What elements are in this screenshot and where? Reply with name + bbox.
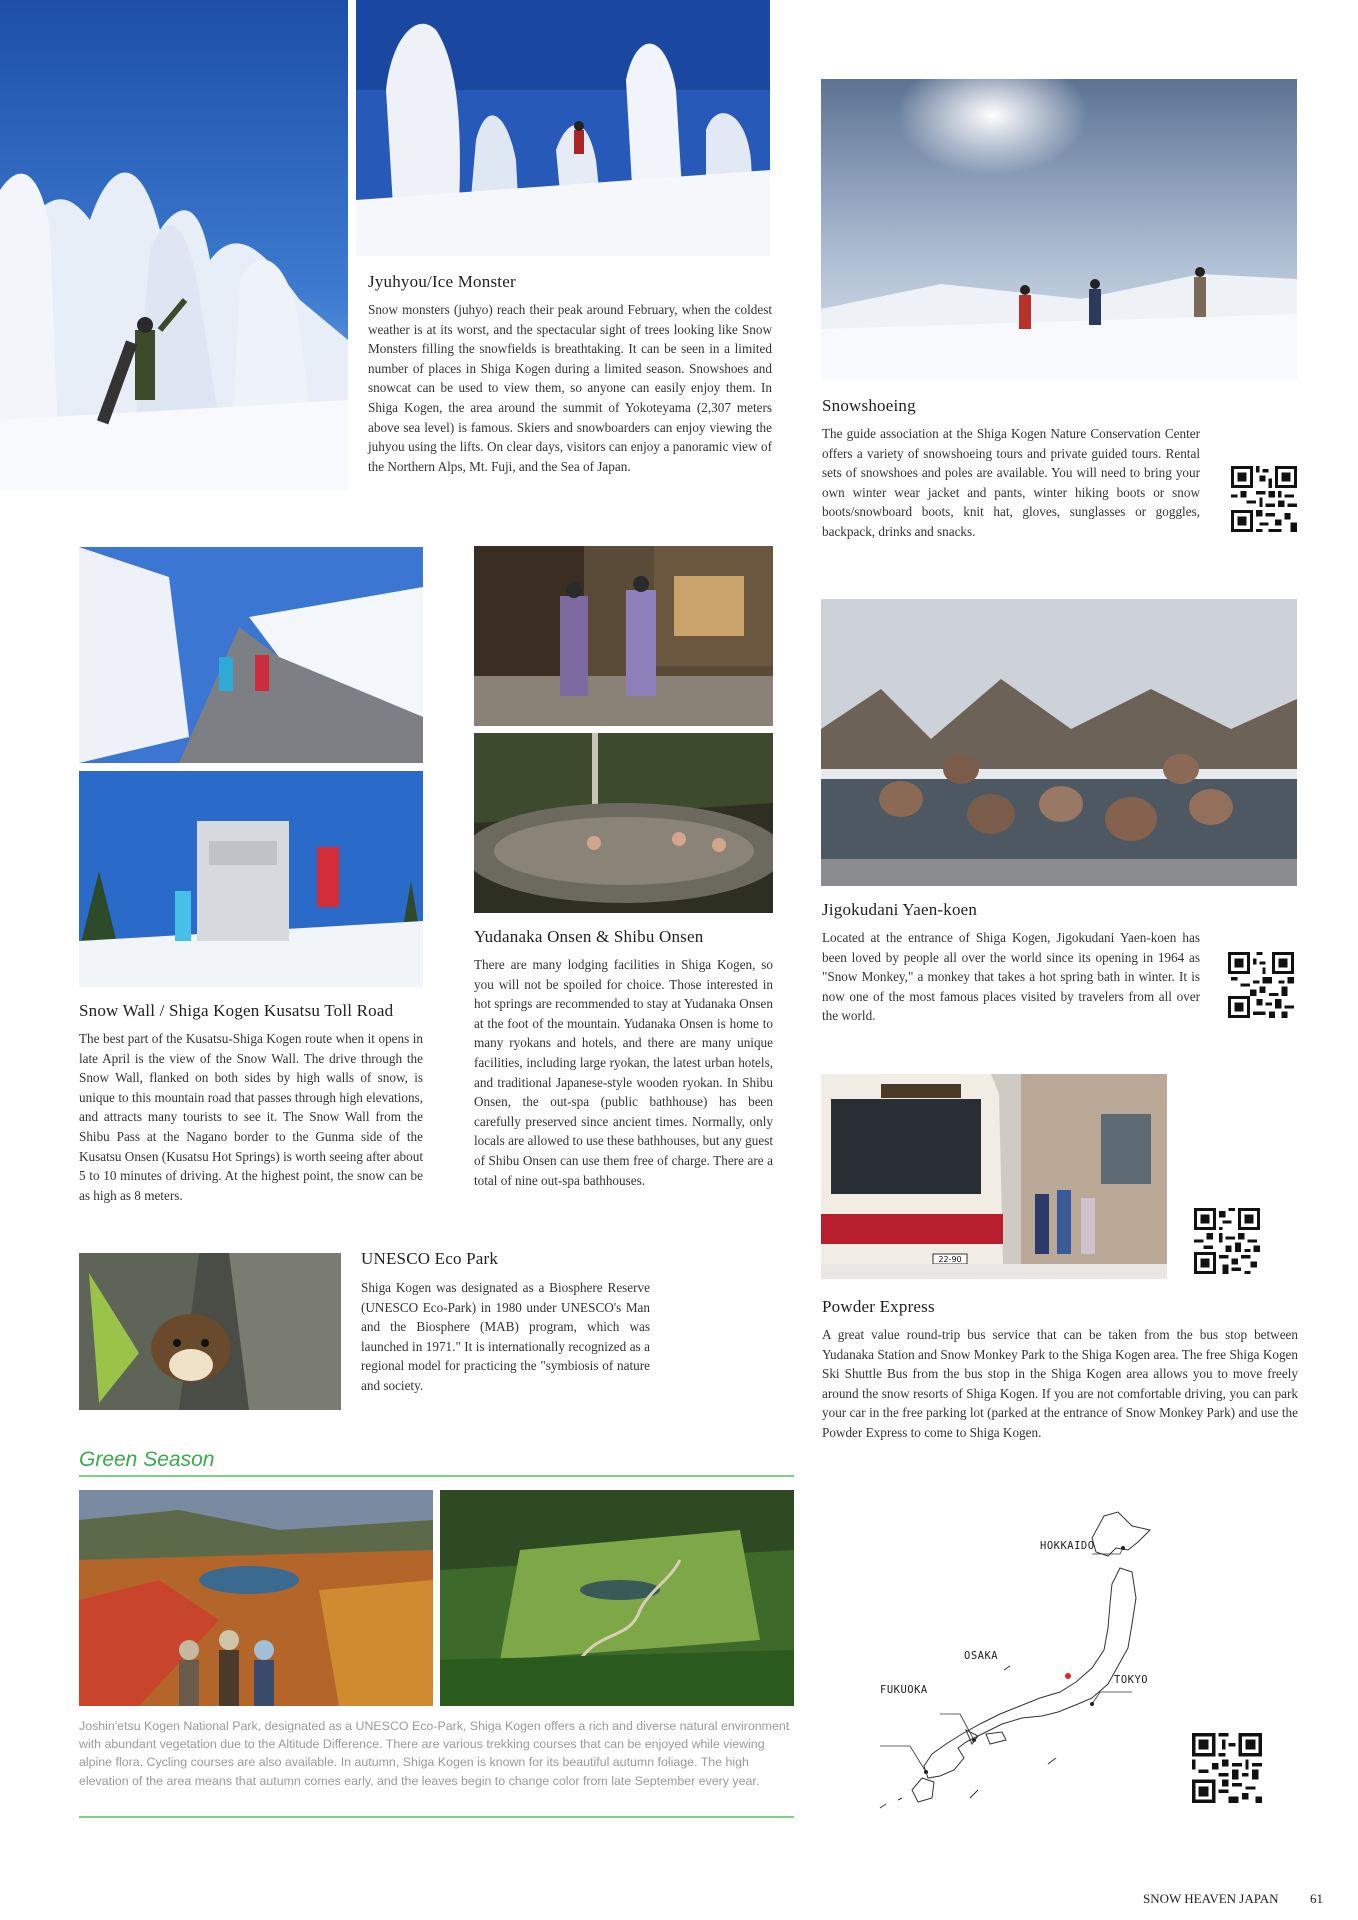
photo-green-wetland (440, 1490, 794, 1706)
yudanaka-title: Yudanaka Onsen & Shibu Onsen (474, 927, 704, 946)
fukuoka-leader-line (880, 1746, 926, 1772)
green-season-body: Joshin'etsu Kogen National Park, designated as a UNESCO Eco-Park, Shiga Kogen offers a rich and diverse natural environment with abundant vegetation due to the Altitude Difference. There are various trekking courses that can be enjoyed while viewing alpine flora. Cycling courses are also available. In autumn, Shiga Kogen is known for its beautiful autumn foliage. The high elevation of the area means that autumn comes early, and the leaves begin to change color from late September every year. (79, 1719, 790, 1788)
powder-express-body: A great value round-trip bus service that can be taken from the bus stop between Yudanaka Station and Snow Monkey Park to the Shiga Kogen area. The free Shiga Kogen Ski Shuttle Bus from the bus stop in the Shiga Kogen area allows you to move freely around the snow resorts of Shiga Kogen. If you are not comfortable driving, you can park your car in the free parking lot (parked at the entrance of Snow Monkey Park) and use the Powder Express to come to Shiga Kogen. (822, 1327, 1298, 1440)
jigokudani-title: Jigokudani Yaen-koen (822, 900, 978, 919)
photo-snow-monsters-snowboarder (0, 0, 348, 490)
qr-code-jigokudani[interactable] (1228, 952, 1294, 1018)
tokyo-leader-line (1092, 1692, 1132, 1704)
photo-powder-express-bus (821, 1074, 1167, 1279)
bus-plate-number: 22-90 (938, 1255, 962, 1264)
jyuhyou-title: Jyuhyou/Ice Monster (368, 272, 516, 291)
snowwall-body: The best part of the Kusatsu-Shiga Kogen route when it opens in late April is the view of the Snow Wall. The drive through the Snow Wall, flanked on both sides by high walls of snow, is unique to this mountain road that passes through high elevations, and attracts many tourists to see it. The Snow Wall from the Shibu Pass at the Nagano border to the Gunma side of the Kusatsu Onsen (Kusatsu Hot Springs) is worth seeing after about 5 to 10 minutes of driving. At the highest point, the snow can be as high as 8 meters. (79, 1031, 423, 1203)
photo-snow-monkeys (821, 599, 1297, 886)
green-season-top-rule (79, 1475, 794, 1477)
photo-onsen-bath (474, 733, 773, 913)
footer-magazine-name: SNOW HEAVEN JAPAN (1143, 1891, 1279, 1906)
unesco-body: Shiga Kogen was designated as a Biosphere Reserve (UNESCO Eco-Park) in 1980 under UNESCO's Man and the Biosphere (MAB) program, which was launched in 1971." It is internationally recognized as a regional model for practicing the "symbiosis of nature and society. (361, 1280, 650, 1393)
jyuhyou-body: Snow monsters (juhyo) reach their peak around February, when the coldest weather is at its worst, and the spectacular sight of trees looking like Snow Monsters filling the snowfields is breathtaking. It can be seen in a limited number of places in Shiga Kogen during a limited season. Snowshoes and snowcat can be used to view them, so anyone can easily enjoy them. In Shiga Kogen, the area around the summit of Yokoteyama (2,307 meters above sea level) is famous. Skiers and snowboarders can enjoy viewing the juhyou using the lifts. On clear days, visitors can enjoy a panoramic view of the Northern Alps, Mt. Fuji, and the Sea of Japan. (368, 302, 772, 474)
green-season-title: Green Season (79, 1448, 215, 1471)
powder-express-title: Powder Express (822, 1297, 935, 1316)
photo-marten (79, 1253, 341, 1410)
photo-snow-monsters-climber (356, 0, 770, 256)
green-season-bottom-rule (79, 1816, 794, 1818)
qr-code-powder-express[interactable] (1194, 1208, 1260, 1274)
jigokudani-body: Located at the entrance of Shiga Kogen, Jigokudani Yaen-koen has been loved by people all over the world since its opening in 1964 as "Snow Monkey," a monkey that takes a hot spring bath in winter. It is now one of the most famous places visited by travelers from all over the world. (822, 930, 1200, 1024)
map-label-hokkaido: HOKKAIDO (1040, 1540, 1095, 1552)
snowshoeing-title: Snowshoeing (822, 396, 916, 415)
map-label-tokyo: TOKYO (1114, 1674, 1149, 1686)
photo-autumn-pond-hikers (79, 1490, 433, 1706)
japan-map (870, 1508, 1200, 1814)
footer-page-number: 61 (1310, 1891, 1323, 1906)
qr-code-green-season[interactable] (1192, 1733, 1262, 1803)
photo-yudanaka-street (474, 546, 773, 726)
qr-code-snowshoeing[interactable] (1231, 466, 1297, 532)
yudanaka-body: There are many lodging facilities in Shiga Kogen, so you will not be spoiled for choice. Those interested in hot springs are recommended to stay at Yudanaka Onsen at the foot of the mountain. Yudanaka Onsen is home to many ryokans and hotels, and there are many unique facilities, including large ryokan, the latest urban hotels, and traditional Japanese-style wooden ryokan. In Shibu Onsen, the out-spa (public bathhouse) has been carefully preserved since ancient times. Normally, only locals are allowed to use these bathhouses, but any guest of Shibu Onsen can use them free of charge. There are a total of nine out-spa bathhouses. (474, 957, 773, 1188)
snowshoeing-body: The guide association at the Shiga Kogen Nature Conservation Center offers a variety of snowshoeing tours and private guided tours. Rental sets of snowshoes and poles are available. You will need to bring your own winter wear jacket and pants, winter hiking boots or snow boots/snowboard boots, knit hat, gloves, sunglasses or goggles, backpack, drinks and snacks. (822, 426, 1200, 539)
snowwall-title: Snow Wall / Shiga Kogen Kusatsu Toll Road (79, 1001, 394, 1020)
shiga-kogen-marker (1065, 1673, 1071, 1679)
map-label-fukuoka: FUKUOKA (880, 1684, 928, 1696)
hokkaido-leader-line (1092, 1548, 1123, 1554)
map-label-osaka: OSAKA (964, 1650, 999, 1662)
unesco-title: UNESCO Eco Park (361, 1249, 499, 1268)
photo-snow-wall-sign (79, 771, 423, 987)
photo-snowshoeing (821, 79, 1297, 380)
photo-snow-wall-road (79, 547, 423, 763)
